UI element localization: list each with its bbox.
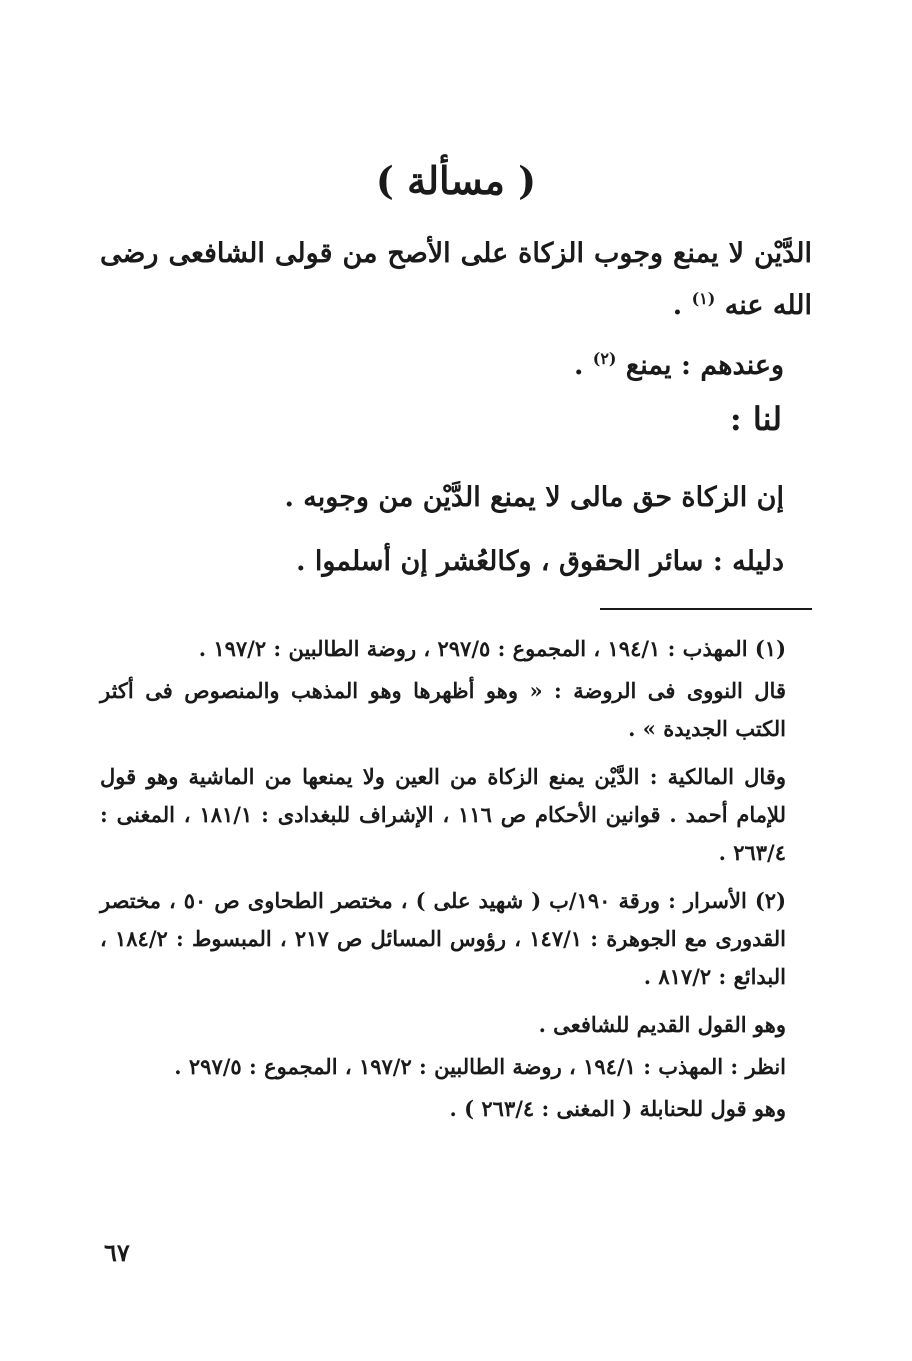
footnote-1-sources: (١) المهذب : ١٩٤/١ ، المجموع : ٢٩٧/٥ ، روضة الطالبين : ١٩٧/٢ . [198, 636, 786, 661]
paragraph-text: وعندهم : يمنع [625, 350, 784, 381]
paragraph-text: الدَّيْن لا يمنع وجوب الزكاة على الأصح من قولى الشافعى رضى الله عنه [100, 238, 812, 321]
footnotes-section [100, 630, 812, 1132]
footnote-ref-2[interactable]: (٢) [592, 349, 617, 368]
paragraph-end: . [672, 290, 683, 321]
footnote-2-sources: (٢) الأسرار : ورقة ١٩٠/ب ( شهيد على ) ، مختصر الطحاوى ص ٥٠ ، مختصر القدورى مع الجوهرة : ١٤٧/١ ، رؤوس المسائل ص ٢١٧ ، المبسوط : ١٨٤/٢ ، البدائع : ٨١٧/٢ . [100, 888, 787, 989]
paragraph-their-view [72, 340, 784, 392]
footnote-2-hanabila: وهو قول للحنابلة ( المغنى : ٢٦٣/٤ ) . [449, 1096, 786, 1121]
footnote-1-nawawi: قال النووى فى الروضة : « وهو أظهرها وهو المذهب والمنصوص فى أكثر الكتب الجديدة » . [100, 678, 786, 741]
footnote-1-malikiyya: وقال المالكية : الدَّيْن يمنع الزكاة من العين ولا يمنعها من الماشية وهو قول للإمام أحمد . قوانين الأحكام ص ١١٦ ، الإشراف للبغدادى : ١٨١/١ ، المغنى : ٢٦٣/٤ . [100, 764, 786, 865]
paragraph-evidence: دليله : سائر الحقوق ، وكالعُشر إن أسلموا . [296, 546, 784, 577]
paragraph-argument: إن الزكاة حق مالى لا يمنع الدَّيْن من وجوبه . [284, 482, 784, 513]
footnote-divider [600, 608, 812, 610]
page-title: ( مسألة ) [375, 158, 537, 203]
footnote-2-old-view: وهو القول القديم للشافعى . [538, 1012, 786, 1037]
paragraph-end: . [573, 350, 584, 381]
footnote-2-see: انظر : المهذب : ١٩٤/١ ، روضة الطالبين : ١٩٧/٢ ، المجموع : ٢٩٧/٥ . [174, 1054, 786, 1079]
page-number: ٦٧ [104, 1238, 130, 1267]
paragraph-debt-zakat [100, 228, 812, 332]
footnote-ref-1[interactable]: (١) [691, 289, 716, 308]
section-heading: لنا : [729, 400, 782, 438]
